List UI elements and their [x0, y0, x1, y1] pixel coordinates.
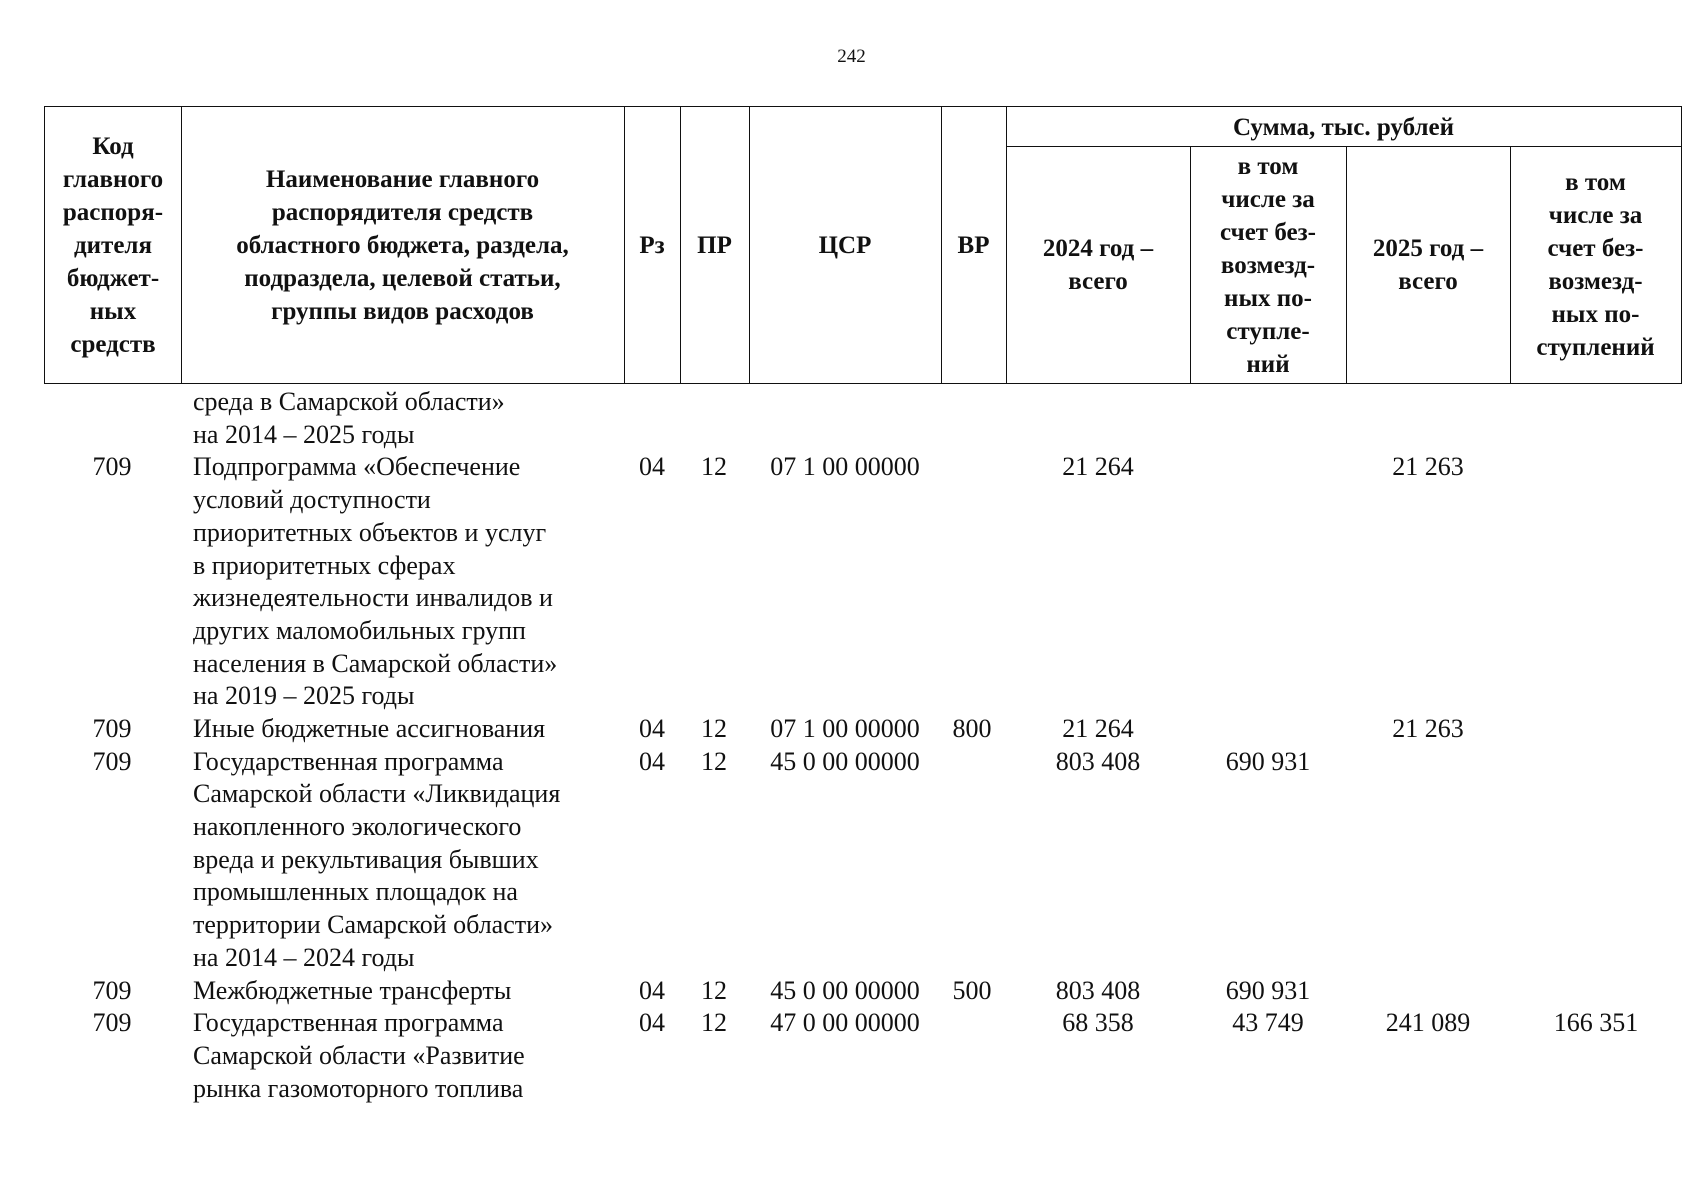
header-2025-total: 2025 год – всего	[1372, 235, 1484, 295]
cell-pr: 12	[701, 713, 727, 743]
header-vr: ВР	[957, 231, 990, 259]
cell-2024-gratuitous: 43 749	[1232, 1008, 1304, 1038]
table-row	[0, 713, 1703, 746]
table-row	[0, 451, 1703, 713]
header-sum: Сумма, тыс. рублей	[1232, 113, 1455, 141]
page-number: 242	[837, 46, 866, 67]
cell-code: 709	[92, 713, 132, 743]
cell-rz: 04	[639, 1008, 665, 1038]
cell-code: 709	[92, 1008, 132, 1038]
cell-name: Иные бюджетные ассигнования	[193, 713, 546, 743]
cell-rz: 04	[639, 975, 665, 1005]
cell-csr: 45 0 00 00000	[770, 746, 920, 776]
cell-name: Государственная программа Самарской области «Ликвидация накопленного экологического вреда и рекультивация бывших промышленных площадок на территории Самарской области» на 2014 – 2024 годы	[193, 746, 561, 972]
header-code: Код главного распоря- дителя бюджет- ных средств	[62, 132, 164, 358]
cell-name: Подпрограмма «Обеспечение условий доступности приоритетных объектов и услуг в приоритетных сферах жизнедеятельности инвалидов и других маломобильных групп населения в Самарской области» на 2019 – 2025 годы	[193, 452, 558, 711]
header-csr: ЦСР	[818, 231, 872, 259]
cell-pr: 12	[701, 452, 727, 482]
cell-code: 709	[92, 746, 132, 776]
header-name: Наименование главного распорядителя средств областного бюджета, раздела, подраздела, целевой статьи, группы видов расходов	[236, 165, 569, 325]
table-body	[0, 386, 1703, 1105]
cell-2024-total: 803 408	[1055, 975, 1141, 1005]
table-row	[0, 1007, 1703, 1105]
cell-rz: 04	[639, 746, 665, 776]
cell-code: 709	[92, 975, 132, 1005]
cell-pr: 12	[701, 975, 727, 1005]
cell-vr: 500	[952, 975, 992, 1005]
cell-pr: 12	[701, 746, 727, 776]
cell-name: среда в Самарской области» на 2014 – 2025 годы	[193, 387, 505, 449]
cell-name: Государственная программа Самарской области «Развитие рынка газомоторного топлива	[193, 1008, 525, 1103]
table-row	[0, 975, 1703, 1008]
header-2025-gratuitous: в том числе за счет без- возмезд- ных по- ступлений	[1536, 169, 1655, 361]
cell-2025-gratuitous: 166 351	[1553, 1008, 1639, 1038]
cell-csr: 45 0 00 00000	[770, 975, 920, 1005]
table-row	[0, 746, 1703, 975]
cell-csr: 07 1 00 00000	[770, 713, 920, 743]
cell-2025-total: 21 263	[1392, 452, 1464, 482]
cell-vr: 800	[952, 713, 992, 743]
header-pr: ПР	[697, 231, 732, 259]
header-2024-total: 2024 год – всего	[1042, 235, 1154, 295]
cell-2024-total: 68 358	[1062, 1008, 1134, 1038]
cell-2025-total: 21 263	[1392, 713, 1464, 743]
cell-code: 709	[92, 452, 132, 482]
cell-2024-gratuitous: 690 931	[1225, 746, 1311, 776]
cell-csr: 47 0 00 00000	[770, 1008, 920, 1038]
cell-csr: 07 1 00 00000	[770, 452, 920, 482]
cell-2024-gratuitous: 690 931	[1225, 975, 1311, 1005]
cell-rz: 04	[639, 452, 665, 482]
cell-2024-total: 803 408	[1055, 746, 1141, 776]
cell-name: Межбюджетные трансферты	[193, 975, 512, 1005]
header-2024-gratuitous: в том числе за счет без- возмезд- ных по- ступле- ний	[1220, 152, 1316, 378]
table-header	[44, 106, 1682, 384]
cell-2024-total: 21 264	[1062, 713, 1134, 743]
cell-2025-total: 241 089	[1385, 1008, 1471, 1038]
header-rz: Рз	[639, 231, 665, 259]
table-row	[0, 386, 1703, 451]
cell-rz: 04	[639, 713, 665, 743]
cell-2024-total: 21 264	[1062, 452, 1134, 482]
cell-pr: 12	[701, 1008, 727, 1038]
